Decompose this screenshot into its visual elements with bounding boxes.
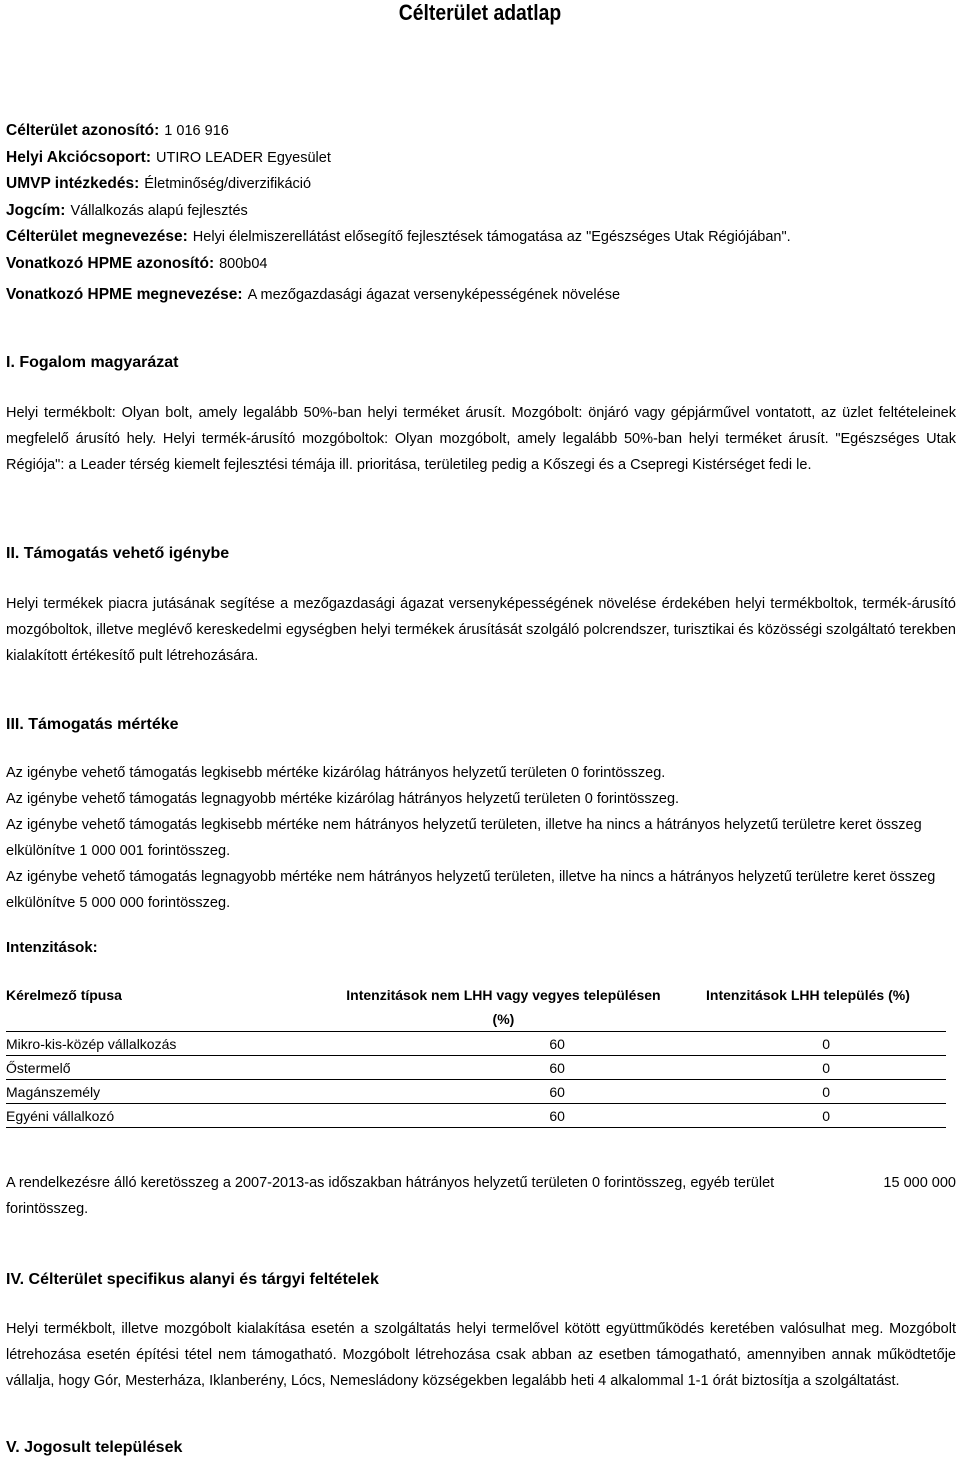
cell-lhh: 0: [670, 1080, 946, 1104]
support-min-lhh: Az igénybe vehető támogatás legkisebb mértéke kizárólag hátrányos helyzetű területen 0 forintösszeg.: [6, 765, 666, 781]
meta-umvp: [6, 171, 956, 198]
section-2-text: Helyi termékek piacra jutásának segítése a mezőgazdasági ágazat versenyképességének növelése érdekében helyi termékboltok, termék-árusító mozgóboltok, illetve meglévő kereskedelmi egységben helyi termékek árusítását szolgáló polcrendszer, turisztikai és közösségi szolgáltató terekben kialakított értékesítő pult létrehozására.: [6, 596, 956, 664]
meta-label: UMVP intézkedés:: [6, 175, 140, 192]
meta-block: [6, 118, 956, 309]
section-5-heading: V. Jogosult települések: [6, 1439, 183, 1456]
section-3-text: [6, 760, 956, 916]
cell-lhh: 0: [670, 1056, 946, 1080]
meta-label: Vonatkozó HPME azonosító:: [6, 254, 215, 272]
support-max-lhh: Az igénybe vehető támogatás legnagyobb mértéke kizárólag hátrányos helyzetű területen 0 forintösszeg.: [6, 791, 680, 807]
meta-azonosito: [6, 118, 956, 145]
meta-label: Célterület azonosító:: [6, 122, 160, 139]
column-header-non-lhh: Intenzitások nem LHH vagy vegyes településen (%): [346, 987, 661, 1027]
intensity-table: [6, 983, 946, 1128]
budget-text: A rendelkezésre álló keretösszeg a 2007-2013-as időszakban hátrányos helyzetű területen 0 forintösszeg, egyéb terület: [6, 1175, 775, 1191]
meta-label: Célterület megnevezése:: [6, 228, 188, 245]
support-min-non-lhh: Az igénybe vehető támogatás legkisebb mértéke nem hátrányos helyzetű területen, illetve ha nincs a hátrányos helyzetű területre keret összeg elkülönítve 1 000 001 forintösszeg.: [6, 817, 922, 859]
table-row: [6, 1056, 946, 1080]
meta-value: A mezőgazdasági ágazat versenyképességének növelése: [247, 287, 621, 303]
support-max-non-lhh: Az igénybe vehető támogatás legnagyobb mértéke nem hátrányos helyzetű területen, illetve ha nincs a hátrányos helyzetű területre keret összeg elkülönítve 5 000 000 forintösszeg.: [6, 869, 936, 911]
meta-value: 800b04: [219, 255, 268, 272]
cell-type: Egyéni vállalkozó: [6, 1104, 337, 1128]
cell-non-lhh: 60: [337, 1104, 670, 1128]
budget-amount: 15 000 000: [883, 1175, 956, 1191]
column-header-type: Kérelmező típusa: [6, 987, 122, 1003]
meta-value: Vállalkozás alapú fejlesztés: [70, 202, 248, 219]
section-4-text: Helyi termékbolt, illetve mozgóbolt kialakítása esetén a szolgáltatás helyi termelővel kötött együttműködés keretében valósulhat meg. Mozgóbolt létrehozása esetén építési tétel nem támogatható. Mozgóbolt létrehozása csak abban az esetben támogatható, amennyiben annak működtetője vállalja, hogy Gór, Mesterháza, Iklanberény, Lócs, Nemesládony községekben legalább heti 4 alkalommal 1-1 órát biztosítja a szolgáltatást.: [6, 1321, 956, 1389]
cell-non-lhh: 60: [337, 1032, 670, 1056]
table-row: [6, 1032, 946, 1056]
meta-akciocsoport: [6, 145, 956, 172]
meta-value: Helyi élelmiszerellátást elősegítő fejlesztések támogatása az "Egészséges Utak Régiójában".: [192, 229, 791, 245]
section-1-text: Helyi termékbolt: Olyan bolt, amely legalább 50%-ban helyi terméket árusít. Mozgóbolt: önjáró vagy gépjárművel vontatott, az üzlet feltételeinek megfelelő árusító hely. Helyi termék-árusító mozgóboltok: Olyan mozgóbolt, amely legalább 50%-ban helyi terméket árusít. "Egészséges Utak Régiója": a Leader térség kiemelt fejlesztési témája ill. prioritása, területileg pedig a Kőszegi és a Csepregi Kistérséget fedi le.: [6, 405, 956, 473]
meta-value: UTIRO LEADER Egyesület: [156, 149, 331, 166]
section-1-heading: I. Fogalom magyarázat: [6, 354, 179, 371]
cell-non-lhh: 60: [337, 1080, 670, 1104]
cell-type: Mikro-kis-közép vállalkozás: [6, 1032, 337, 1056]
section-3-heading: III. Támogatás mértéke: [6, 716, 179, 733]
meta-jogcim: [6, 198, 956, 225]
page-title: Célterület adatlap: [398, 0, 562, 25]
cell-lhh: 0: [670, 1032, 946, 1056]
cell-non-lhh: 60: [337, 1056, 670, 1080]
cell-lhh: 0: [670, 1104, 946, 1128]
column-header-lhh: Intenzitások LHH település (%): [706, 987, 910, 1003]
cell-type: Magánszemély: [6, 1080, 337, 1104]
meta-label: Helyi Akciócsoport:: [6, 148, 151, 166]
intensity-header-row: [6, 983, 946, 1032]
table-row: [6, 1104, 946, 1128]
section-4-heading: IV. Célterület specifikus alanyi és tárgyi feltételek: [6, 1271, 379, 1288]
meta-hpme-megnevezes: [6, 282, 956, 309]
budget-unit: forintösszeg.: [6, 1201, 89, 1217]
meta-label: Vonatkozó HPME megnevezése:: [6, 286, 243, 303]
meta-value: 1 016 916: [164, 123, 229, 139]
budget-paragraph: [6, 1170, 956, 1222]
intensity-heading: Intenzitások:: [6, 939, 98, 956]
table-row: [6, 1080, 946, 1104]
cell-type: Őstermelő: [6, 1056, 337, 1080]
meta-label: Jogcím:: [6, 201, 66, 219]
budget-line: [6, 1170, 956, 1196]
meta-hpme-azonosito: [6, 251, 956, 278]
meta-megnevezes: [6, 224, 956, 251]
meta-value: Életminőség/diverzifikáció: [144, 176, 312, 192]
section-2-heading: II. Támogatás vehető igénybe: [6, 545, 230, 562]
